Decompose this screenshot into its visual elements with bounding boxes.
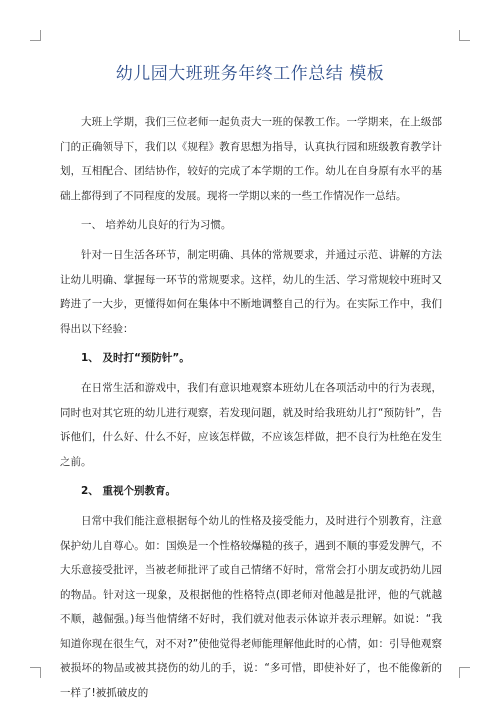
paragraph-intro: 大班上学期，我们三位老师一起负责大一班的保教工作。一学期来，在上级部门的正确领导下，我们以《规程》教育思想为指导，认真执行园和班级教育教学计划，互相配合、团结协作，较好的完成了本学期的工作。幼儿在自身原有水平的基础上都得到了不同程度的发展。现将一学期以来的一些工作情况作一总结。 <box>60 116 442 202</box>
subsection-heading-2 <box>60 479 442 504</box>
paragraph-routine: 针对一日生活各环节，制定明确、具体的常规要求，并通过示范、讲解的方法让幼儿明确、掌握每一环节的常规要求。这样，幼儿的生活、学习常规较中班时又跨进了一大步，更懂得如何在集体中不断地调整自己的行为。在实际工作中，我们得出以下经验： <box>60 248 442 335</box>
subsection-heading-1 <box>60 346 442 371</box>
section-heading-1: 一、 培养幼儿良好的行为习惯。 <box>81 219 232 232</box>
subsection-heading-2-text: 2、 重视个别教育。 <box>81 485 176 498</box>
crop-mark-bottom-left <box>30 667 41 678</box>
subsection-heading-1-text: 1、 及时打“预防针”。 <box>81 352 190 365</box>
document-body <box>60 110 442 706</box>
crop-mark-top-left <box>30 30 41 41</box>
crop-mark-bottom-right <box>459 667 470 678</box>
paragraph-individual: 日常中我们能注意根据每个幼儿的性格及接受能力，及时进行个别教育，注意保护幼儿自尊心。如：国焕是一个性格较爆糙的孩子，遇到不顺的事爱发脾气，不大乐意接受批评，当被老师批评了或自己情绪不好时，常常会打小朋友或扔幼儿园的物品。针对这一现象，及根据他的性格特点(即老师对他越是批评，他的气就越不顺，越倔强。)每当他情绪不好时，我们就对他表示体谅并表示理解。如说：“我知道你现在很生气，对不对?”使他觉得老师能理解他此时的心情，如：引导他观察被损坏的物品或被其挠伤的幼儿的手，说：“多可惜，即使补好了，也不能像新的一样了!被抓破皮的 <box>60 514 442 700</box>
document-title: 幼儿园大班班务年终工作总结 模板 <box>115 64 385 84</box>
crop-mark-top-right <box>459 30 470 41</box>
paragraph-prevention: 在日常生活和游戏中，我们有意识地观察本班幼儿在各项活动中的行为表现，同时也对其它班的幼儿进行观察，若发现问题，就及时给我班幼儿打“预防针”，告诉他们，什么好、什么不好，应该怎样做，不应该怎样做，把不良行为杜绝在发生之前。 <box>60 381 442 468</box>
